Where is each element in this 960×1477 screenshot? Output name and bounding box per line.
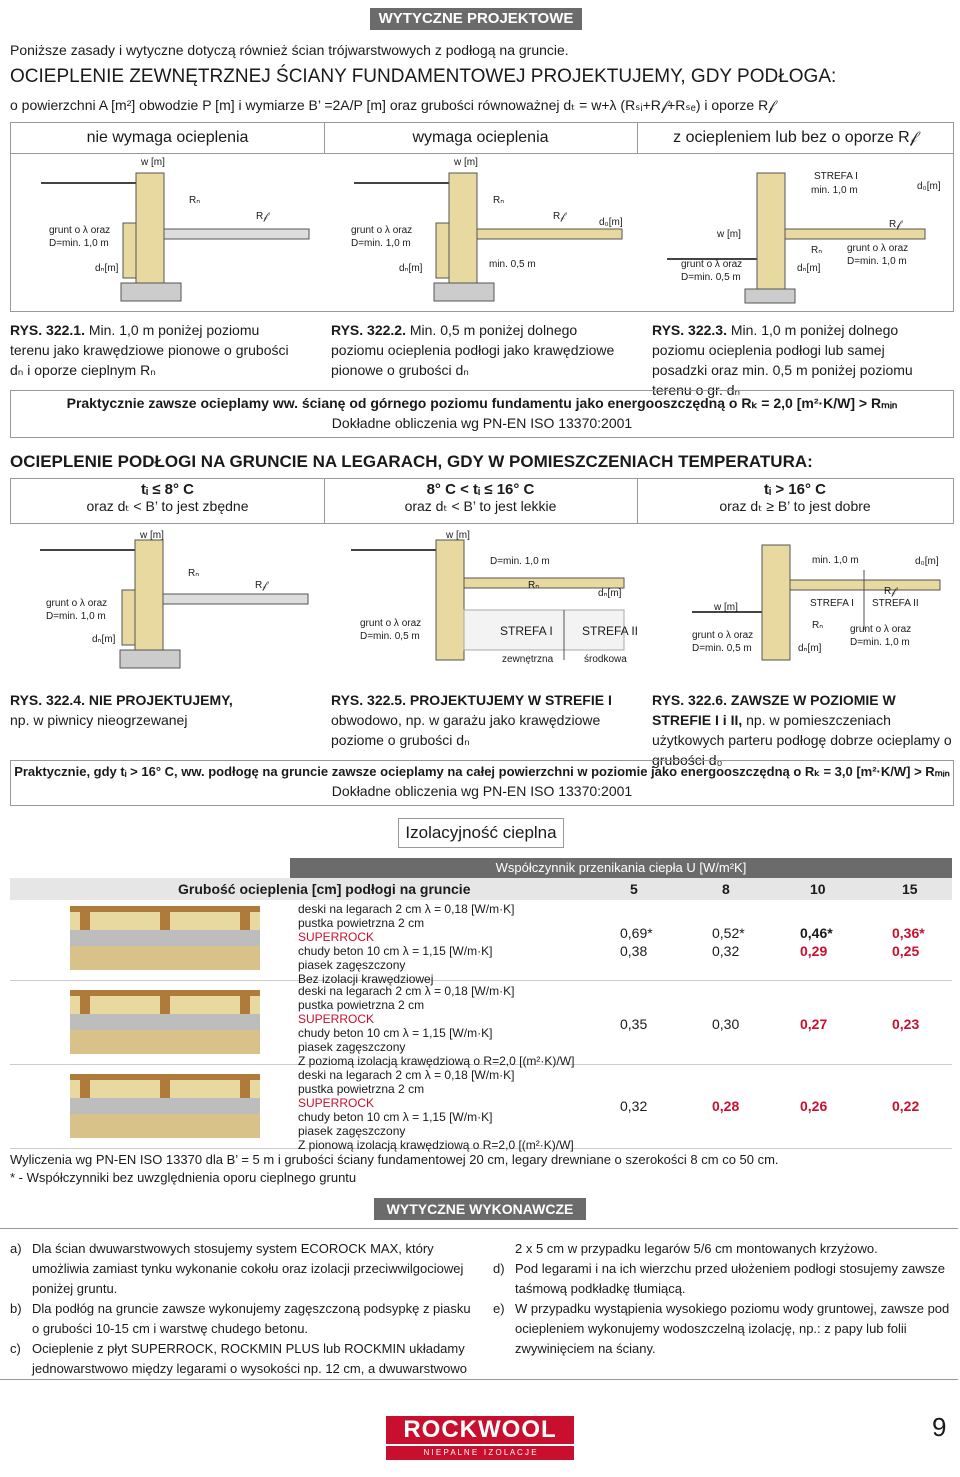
- w-label-2: w [m]: [454, 157, 478, 168]
- rn-label-6: Rₙ: [812, 620, 824, 631]
- strefa1-label-5: STREFA I: [500, 624, 553, 638]
- srod-label-5: środkowa: [584, 654, 627, 665]
- d0-label-6: d₀[m]: [915, 556, 939, 567]
- caption-322-4: RYS. 322.4. NIE PROJEKTUJEMY, np. w piwnicy nieogrzewanej: [10, 692, 233, 728]
- rockwool-logo: [386, 1416, 574, 1464]
- w-label-4: w [m]: [140, 530, 164, 541]
- cond-1: tᵢ ≤ 8° C: [140, 481, 195, 498]
- floor-section-image-2: [70, 990, 260, 1054]
- strefa-label-3: STREFA I: [814, 171, 858, 182]
- rf-label-3: R𝒻: [889, 219, 901, 230]
- rf-label-6: R𝒻: [884, 586, 896, 597]
- u-r1-8: 0,52*: [712, 925, 745, 941]
- caption-322-3: RYS. 322.3. Min. 1,0 m poniżej dolnego poziomu ocieplenia podłogi lub samej posadzki oraz min. 0,5 m poniżej poziomu terenu o gr. dₙ: [652, 322, 913, 398]
- practical-box-1: [10, 390, 954, 438]
- u-r2-5: 0,35: [620, 1016, 648, 1032]
- u-row-2: [10, 984, 952, 1068]
- w-label-5: w [m]: [446, 530, 470, 541]
- cond-3: tᵢ > 16° C: [764, 481, 826, 498]
- exec-item-c: c) Ocieplenie z płyt SUPERROCK, ROCKMIN PLUS lub ROCKMIN układamy jednowarstwowo między legarami o wysokości np. 12 cm, a dwuwarstwowo: [10, 1341, 467, 1376]
- rn-label-3: Rₙ: [811, 245, 823, 256]
- dmin-label-5b: D=min. 0,5 m: [360, 631, 420, 642]
- rn-label-5: Rₙ: [528, 580, 540, 591]
- dmin-label-6a: D=min. 1,0 m: [850, 637, 910, 648]
- caption-322-2: RYS. 322.2. Min. 0,5 m poniżej dolnego poziomu ocieplenia podłogi jako krawędziowe pionowe o grubości dₙ: [331, 322, 615, 378]
- w-label-3: w [m]: [717, 229, 741, 240]
- u-r2-8: 0,30: [712, 1016, 740, 1032]
- practical-text-1: Praktycznie zawsze ocieplamy ww. ścianę od górnego poziomu fundamentu jako energooszczędną o Rₖ = 2,0 [m²·K/W] > Rₘᵢₙ: [66, 395, 898, 411]
- u-r1-5: 0,69*: [620, 925, 653, 941]
- zew-label-5: zewnętrzna: [502, 654, 554, 665]
- u-r1b-8: 0,32: [712, 943, 740, 959]
- diagram-322-3: [637, 153, 953, 308]
- layers-2: deski na legarach 2 cm λ = 0,18 [W/m·K] pustka powietrzna 2 cm SUPERROCK chudy beton 10 cm λ = 1,15 [W/m·K] piasek zagęszczony Z poziomą izolacją krawędziową o R=2,0 [(m²·K)/W]: [298, 984, 575, 1068]
- cond-sub-2: oraz dₜ < B’ to jest lekkie: [404, 498, 557, 514]
- exec-item-d: d) Pod legarami i na ich wierzchu przed ułożeniem podłogi stosujemy zawsze taśmową podkładkę tłumiącą.: [493, 1261, 945, 1296]
- reference-text-2: Dokładne obliczenia wg PN-EN ISO 13370:2001: [331, 783, 633, 799]
- section2-box: [10, 478, 954, 524]
- dn-label-1: dₙ[m]: [95, 263, 119, 274]
- caption-322-6: RYS. 322.6. ZAWSZE W POZIOMIE W STREFIE I i II, np. w pomieszczeniach użytkowych parteru podłogę dobrze ocieplamy o grubości d₀: [652, 692, 952, 768]
- dn-label-2: dₙ[m]: [399, 263, 423, 274]
- layers-3: deski na legarach 2 cm λ = 0,18 [W/m·K] pustka powietrzna 2 cm SUPERROCK chudy beton 10 cm λ = 1,15 [W/m·K] piasek zagęszczony Z pionową izolacją krawędziową o R=2,0 [(m²·K)/W]: [298, 1068, 574, 1152]
- cond-sub-3: oraz dₜ ≥ B’ to jest dobre: [719, 498, 871, 514]
- caption-322-5: RYS. 322.5. PROJEKTUJEMY W STREFIE I obwodowo, np. w garażu jako krawędziowe poziome o grubości dₙ: [331, 692, 612, 748]
- u-r1-15: 0,36*: [892, 925, 925, 941]
- intro-text: Poniższe zasady i wytyczne dotyczą również ścian trójwarstwowych z podłogą na gruncie.: [10, 42, 569, 58]
- section1-heading: OCIEPLENIE ZEWNĘTRZNEJ ŚCIANY FUNDAMENTOWEJ PROJEKTUJEMY, GDY PODŁOGA:: [10, 66, 837, 87]
- rn-label-1: Rₙ: [189, 195, 201, 206]
- strefa2-label-5: STREFA II: [582, 624, 639, 638]
- dmin-label-6b: D=min. 0,5 m: [692, 643, 752, 654]
- thickness-5: 5: [630, 881, 638, 897]
- insulation-title: Izolacyjność cieplna: [398, 818, 564, 848]
- floor-section-image-1: [70, 906, 260, 970]
- exec-item-b: b) Dla podłóg na gruncie zawsze wykonujemy zagęszczoną podsypkę z piasku o grubości 10-15 cm i warstwę chudego betonu.: [10, 1301, 471, 1336]
- soil-label-3b: grunt o λ oraz: [681, 259, 743, 270]
- u-r1-10: 0,46*: [800, 925, 833, 941]
- thickness-row: [10, 878, 952, 900]
- dmin-label-1: D=min. 1,0 m: [49, 238, 109, 249]
- dmin-label-5a: D=min. 1,0 m: [490, 556, 550, 567]
- practical-text-2: Praktycznie, gdy tᵢ > 16° C, ww. podłogę na gruncie zawsze ocieplamy na całej powierzchni w poziomie jako energooszczędną o Rₖ = 3,0 [m²·K/W] > Rₘᵢₙ: [14, 764, 950, 779]
- rn-label-2: Rₙ: [493, 195, 505, 206]
- asterisk-note: * - Współczynniki bez uwzględnienia oporu cieplnego gruntu: [10, 1170, 357, 1185]
- logo-wordmark: ROCKWOOL: [386, 1416, 574, 1444]
- u-table-header: Współczynnik przenikania ciepła U [W/m²K]: [290, 858, 952, 878]
- soil-label-6a: grunt o λ oraz: [850, 624, 912, 635]
- thickness-10: 10: [810, 881, 826, 897]
- u-r3-15: 0,22: [892, 1098, 920, 1114]
- dn-label-4: dₙ[m]: [92, 634, 116, 645]
- exec-item-a: a) Dla ścian dwuwarstwowych stosujemy system ECOROCK MAX, który umożliwia zamiast tynku wykonanie cokołu oraz izolacji przeciwwilgociowej poniżej gruntu.: [10, 1241, 464, 1296]
- dn-label-3: dₙ[m]: [797, 263, 821, 274]
- soil-label-6b: grunt o λ oraz: [692, 630, 754, 641]
- cond-2: 8° C < tᵢ ≤ 16° C: [426, 481, 535, 498]
- thickness-15: 15: [902, 881, 918, 897]
- reference-text-1: Dokładne obliczenia wg PN-EN ISO 13370:2001: [331, 415, 633, 431]
- u-r3-5: 0,32: [620, 1098, 648, 1114]
- thickness-label: Grubość ocieplenia [cm] podłogi na gruncie: [178, 881, 471, 897]
- w-label-6: w [m]: [714, 602, 738, 613]
- soil-label-3a: grunt o λ oraz: [847, 243, 909, 254]
- calc-note: Wyliczenia wg PN-EN ISO 13370 dla B’ = 5 m i grubości ściany fundamentowej 20 cm, legary drewniane o szerokości 8 cm co 50 cm.: [10, 1152, 779, 1167]
- d0-label-2: d₀[m]: [599, 217, 623, 228]
- exec-item-e: e) W przypadku wystąpienia wysokiego poziomu wody gruntowej, zawsze pod ociepleniem wykonujemy wodoszczelną izolację, np.: z papy lub folii zwywinięciem na ściany.: [493, 1301, 950, 1356]
- col-header-3: z ociepleniem lub bez o oporze R𝒻: [673, 129, 917, 146]
- dn-label-5: dₙ[m]: [598, 588, 622, 599]
- rf-label-4: R𝒻: [255, 580, 267, 591]
- u-row-3: [10, 1068, 952, 1152]
- soil-label-5: grunt o λ oraz: [360, 618, 422, 629]
- min05-label-2: min. 0,5 m: [489, 259, 536, 270]
- dmin-label-3a: D=min. 1,0 m: [847, 256, 907, 267]
- strefa2-label-6: STREFA II: [872, 598, 919, 609]
- strefa1-label-6: STREFA I: [810, 598, 854, 609]
- u-r1b-5: 0,38: [620, 943, 648, 959]
- dmin-label-3b: D=min. 0,5 m: [681, 272, 741, 283]
- u-row-1: [10, 902, 952, 986]
- col-header-2: wymaga ocieplenia: [412, 129, 549, 146]
- u-r2-10: 0,27: [800, 1016, 828, 1032]
- dn-label-6: dₙ[m]: [798, 643, 822, 654]
- soil-label-1: grunt o λ oraz: [49, 225, 111, 236]
- thickness-8: 8: [722, 881, 730, 897]
- u-r3-8: 0,28: [712, 1098, 740, 1114]
- practical-box-2: [10, 760, 954, 806]
- col-header-1: nie wymaga ocieplenia: [86, 129, 249, 146]
- u-r1b-15: 0,25: [892, 943, 920, 959]
- soil-label-2: grunt o λ oraz: [351, 225, 413, 236]
- rn-label-4: Rₙ: [188, 568, 200, 579]
- dmin-label-4: D=min. 1,0 m: [46, 611, 106, 622]
- section2-heading: OCIEPLENIE PODŁOGI NA GRUNCIE NA LEGARACH, GDY W POMIESZCZENIACH TEMPERATURA:: [10, 452, 813, 471]
- page-number: 9: [932, 1412, 947, 1442]
- u-r1b-10: 0,29: [800, 943, 828, 959]
- logo-tagline: N I E P A L N E I Z O L A C J E: [386, 1446, 574, 1460]
- execution-box: [0, 1228, 958, 1380]
- w-label-1: w [m]: [141, 157, 165, 168]
- caption-322-1: RYS. 322.1. Min. 1,0 m poniżej poziomu terenu jako krawędziowe pionowe o grubości dₙ i oporze cieplnym Rₙ: [10, 322, 289, 378]
- section1-box: [10, 122, 954, 312]
- dmin-label-2: D=min. 1,0 m: [351, 238, 411, 249]
- u-r2-15: 0,23: [892, 1016, 920, 1032]
- soil-label-4: grunt o λ oraz: [46, 598, 108, 609]
- exec-item-c-cont: 2 x 5 cm w przypadku legarów 5/6 cm montowanych krzyżowo.: [515, 1241, 878, 1256]
- formula-text: o powierzchni A [m²] obwodzie P [m] i wymiarze B’ =2A/P [m] oraz grubości równoważnej dₜ = w+λ (Rₛᵢ+R𝒻+Rₛₑ) i oporze R𝒻: [10, 97, 775, 113]
- header-bar: WYTYCZNE PROJEKTOWE: [370, 8, 582, 30]
- layers-1: deski na legarach 2 cm λ = 0,18 [W/m·K] pustka powietrzna 2 cm SUPERROCK chudy beton 10 cm λ = 1,15 [W/m·K] piasek zagęszczony Bez izolacji krawędziowej: [298, 902, 515, 986]
- min10-label-3: min. 1,0 m: [811, 185, 858, 196]
- rf-label-1: R𝒻: [256, 211, 268, 222]
- cond-sub-1: oraz dₜ < B’ to jest zbędne: [86, 498, 249, 514]
- floor-section-image-3: [70, 1074, 260, 1138]
- min10-label-6: min. 1,0 m: [812, 555, 859, 566]
- rf-label-2: R𝒻: [553, 211, 565, 222]
- execution-header: WYTYCZNE WYKONAWCZE: [374, 1198, 586, 1220]
- d0-label-3: d₀[m]: [917, 181, 941, 192]
- u-r3-10: 0,26: [800, 1098, 828, 1114]
